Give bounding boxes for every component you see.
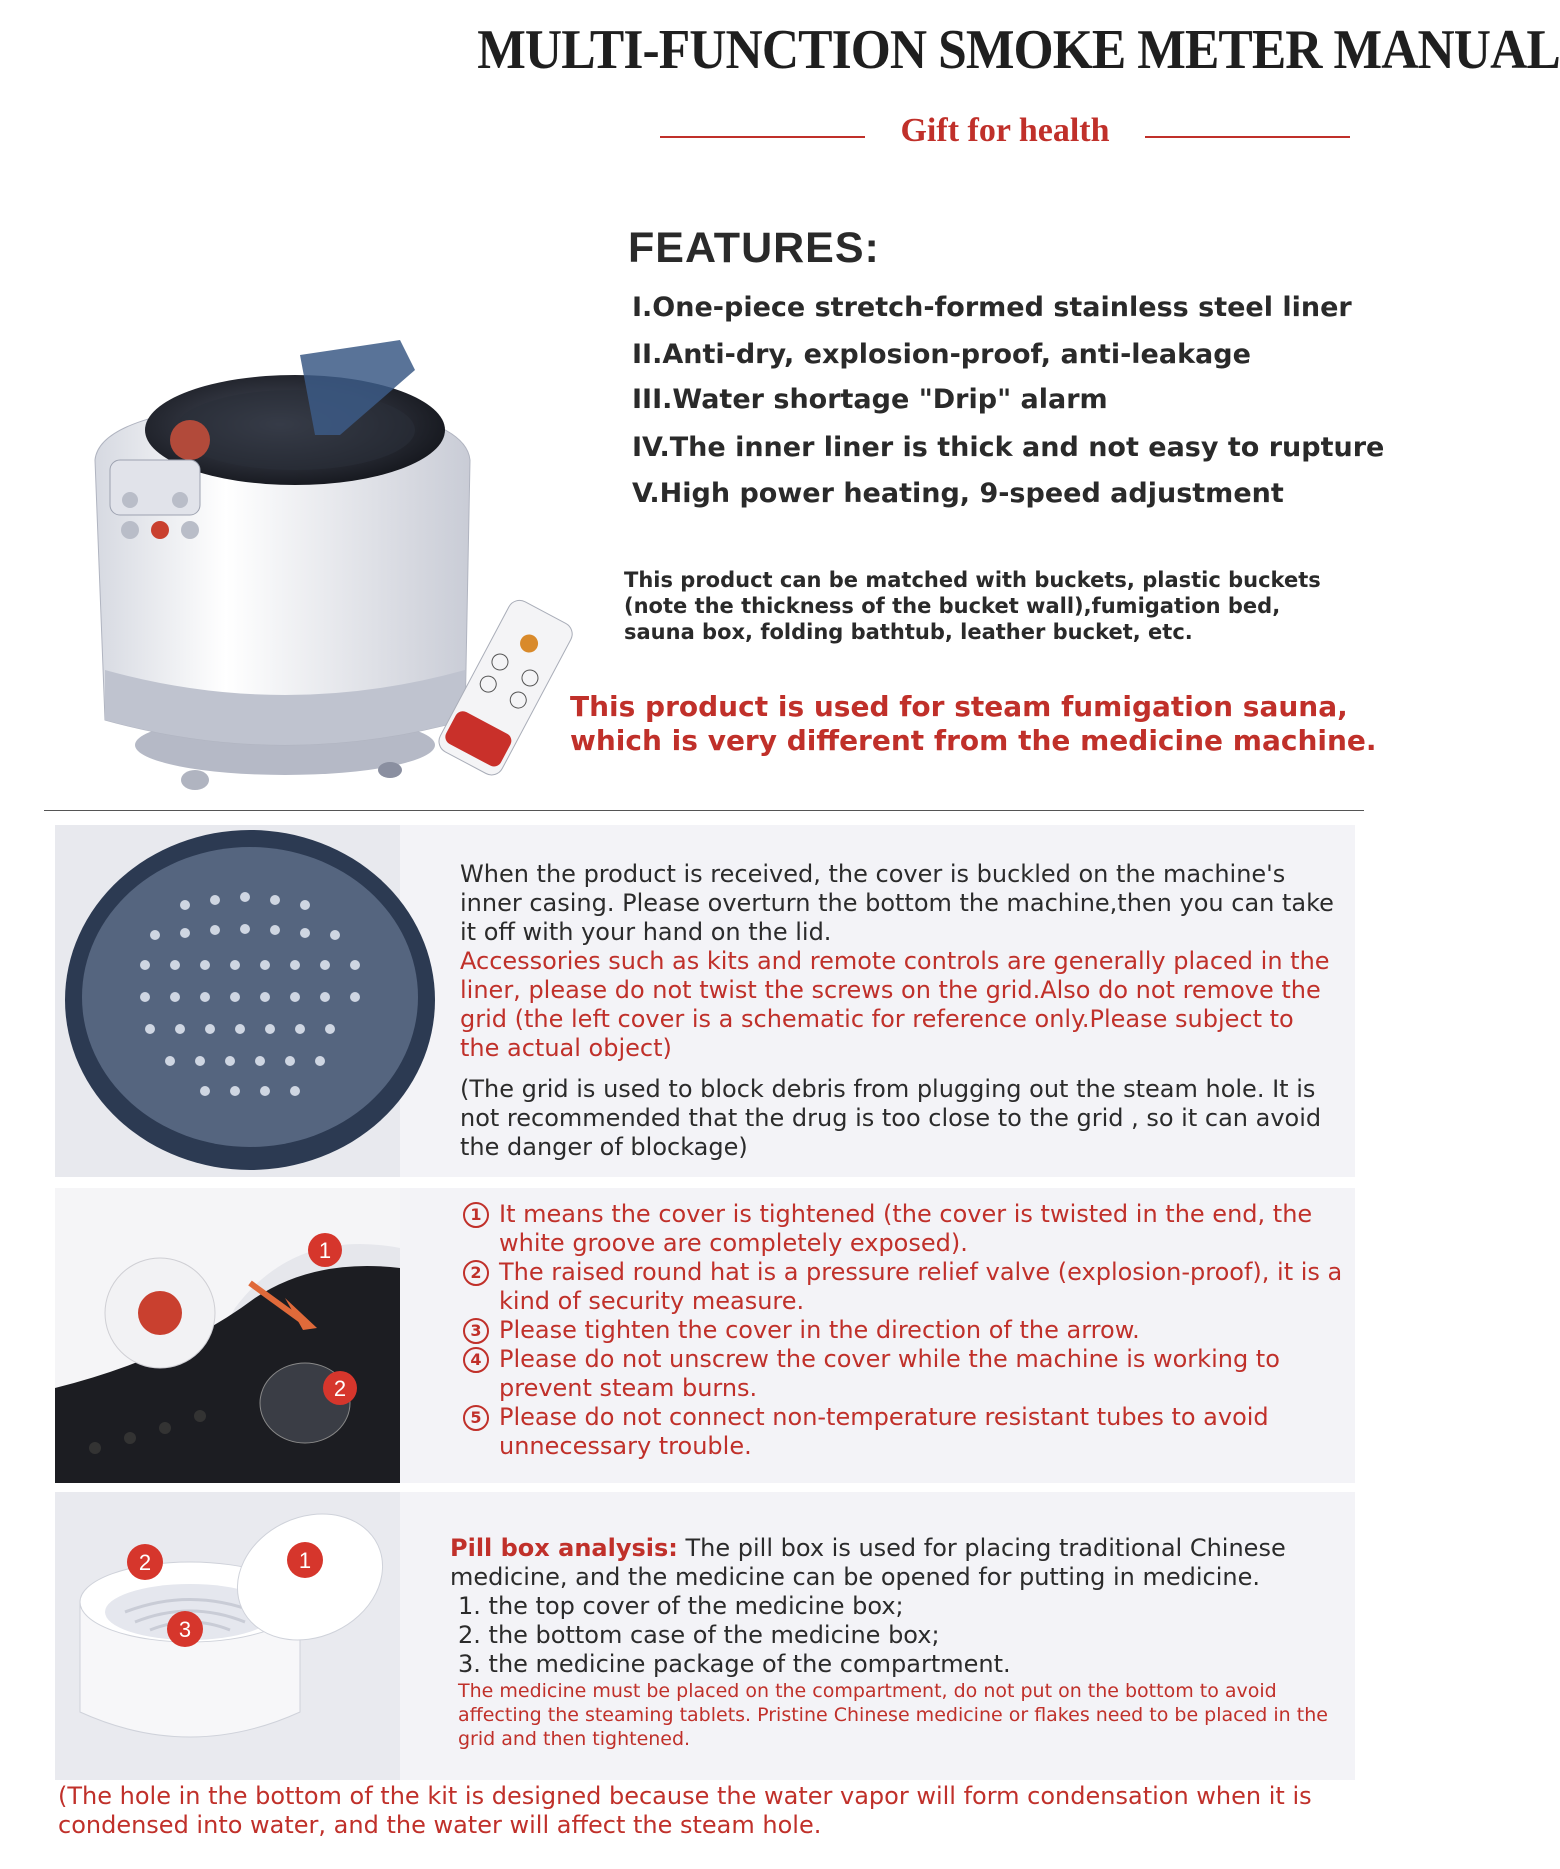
pill-box-photo <box>55 1492 400 1780</box>
marker-label: 1 <box>298 1548 312 1573</box>
remote-control-image <box>430 600 590 780</box>
pill-box-part: 2. the bottom case of the medicine box; <box>458 1621 940 1649</box>
feature-item: III.Water shortage "Drip" alarm <box>632 384 1108 415</box>
instruction-text: Please tighten the cover in the direction of the arrow. <box>499 1316 1140 1344</box>
pill-box-placement-note: The medicine must be placed on the compartment, do not put on the bottom to avoid affecting the steaming tablets. Pristine Chinese medicine or flakes need to be placed in the grid and then tightened. <box>458 1680 1328 1750</box>
cover-removal-panel <box>55 825 1355 1177</box>
item-number-badge: 4 <box>463 1347 489 1373</box>
subtitle: Gift for health <box>900 112 1110 149</box>
feature-item: I.One-piece stretch-formed stainless steel liner <box>632 292 1352 323</box>
subtitle-row <box>660 112 1350 162</box>
tightening-instructions <box>463 1200 1343 1461</box>
feature-item: V.High power heating, 9-speed adjustment <box>632 478 1284 509</box>
instruction-item <box>463 1200 1343 1258</box>
marker-label: 3 <box>178 1617 192 1642</box>
cover-intro-text: When the product is received, the cover is buckled on the machine's inner casing. Please overturn the bottom the machine,then you can take it off with your hand on the lid. <box>460 860 1334 946</box>
pill-box-part: 3. the medicine package of the compartment. <box>458 1650 1011 1678</box>
lid-closeup-photo <box>55 1188 400 1483</box>
pill-box-text <box>450 1534 1350 1751</box>
item-number-badge: 1 <box>463 1202 489 1228</box>
feature-item: II.Anti-dry, explosion-proof, anti-leakage <box>632 339 1251 370</box>
instruction-item <box>463 1403 1343 1461</box>
pill-box-part: 1. the top cover of the medicine box; <box>458 1592 904 1620</box>
section-divider <box>44 810 1364 811</box>
item-number-badge: 5 <box>463 1405 489 1431</box>
instruction-item <box>463 1316 1343 1345</box>
usage-warning: This product is used for steam fumigation sauna, which is very different from the medicine machine. <box>570 690 1377 757</box>
pill-box-label: Pill box analysis: <box>450 1534 678 1562</box>
grid-cover-photo <box>55 825 400 1177</box>
instruction-text: The raised round hat is a pressure relief valve (explosion-proof), it is a kind of security measure. <box>499 1258 1343 1315</box>
cover-tightening-panel <box>55 1188 1355 1483</box>
grid-note-text: (The grid is used to block debris from plugging out the steam hole. It is not recommended that the drug is too close to the grid , so it can avoid the danger of blockage) <box>460 1075 1322 1161</box>
pill-box-intro <box>450 1534 1350 1592</box>
item-number-badge: 3 <box>463 1318 489 1344</box>
compatibility-note: This product can be matched with buckets, plastic buckets (note the thickness of the bucket wall),fumigation bed, sauna box, folding bathtub, leather bucket, etc. <box>624 568 1321 644</box>
feature-item: IV.The inner liner is thick and not easy to rupture <box>632 432 1385 463</box>
page-title: MULTI-FUNCTION SMOKE METER MANUAL <box>477 19 1560 81</box>
pill-box-panel <box>55 1492 1355 1780</box>
instruction-text: Please do not connect non-temperature resistant tubes to avoid unnecessary trouble. <box>499 1403 1269 1460</box>
subtitle-right-rule <box>1145 136 1350 138</box>
marker-label: 1 <box>318 1238 332 1263</box>
features-heading: FEATURES: <box>628 224 880 272</box>
item-number-badge: 2 <box>463 1260 489 1286</box>
cover-panel-text <box>460 860 1340 1162</box>
instruction-text: Please do not unscrew the cover while the machine is working to prevent steam burns. <box>499 1345 1280 1402</box>
subtitle-left-rule <box>660 136 865 138</box>
instruction-item <box>463 1258 1343 1316</box>
instruction-item <box>463 1345 1343 1403</box>
pill-box-description: The pill box is used for placing traditional Chinese medicine, and the medicine can be opened for putting in medicine. <box>450 1534 1286 1591</box>
instruction-text: It means the cover is tightened (the cover is twisted in the end, the white groove are completely exposed). <box>499 1200 1313 1257</box>
condensation-note: (The hole in the bottom of the kit is designed because the water vapor will form condensation when it is condensed into water, and the water will affect the steam hole. <box>58 1782 1312 1839</box>
accessories-text: Accessories such as kits and remote controls are generally placed in the liner, please do not twist the screws on the grid.Also do not remove the grid (the left cover is a schematic for reference only.Please subject to the actual object) <box>460 947 1330 1062</box>
marker-label: 2 <box>138 1550 152 1575</box>
marker-label: 2 <box>333 1376 347 1401</box>
